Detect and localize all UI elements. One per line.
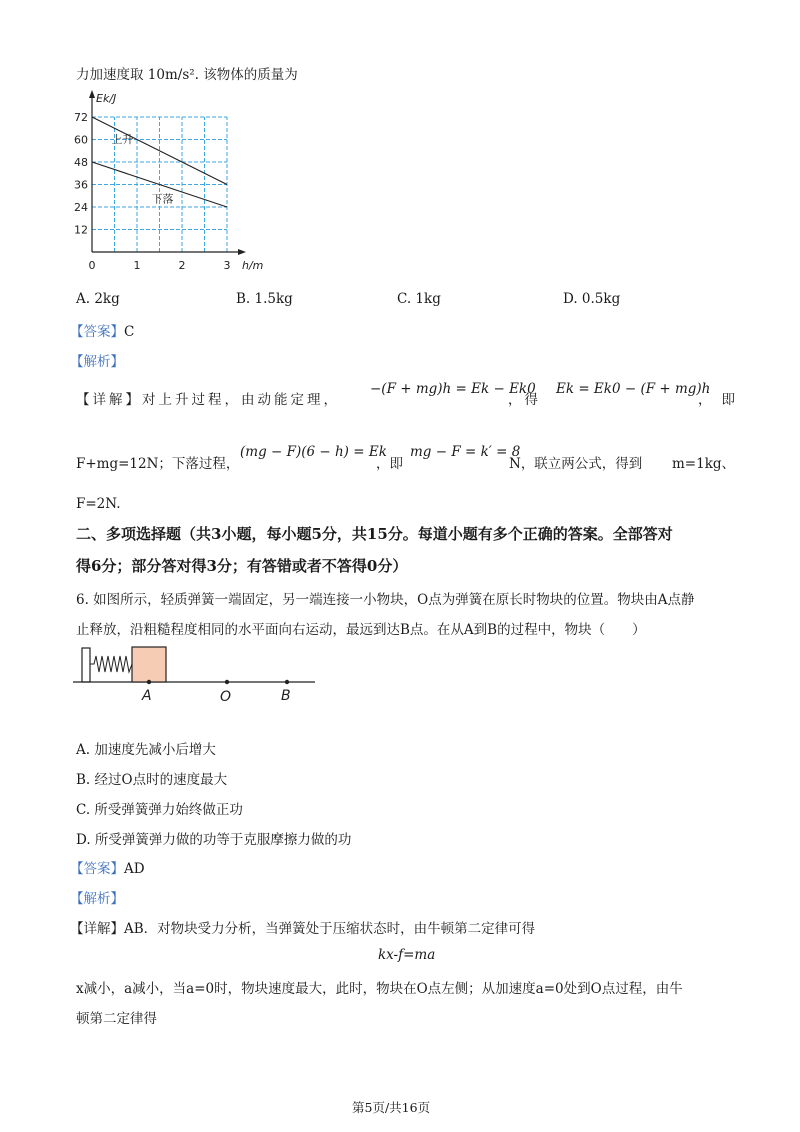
point-o-dot (225, 680, 229, 684)
chart-axes (89, 90, 246, 255)
spring (90, 656, 132, 672)
x-tick-label: 2 (178, 259, 186, 272)
series-label: 下落 (151, 192, 174, 206)
x-axis-arrow (238, 249, 246, 255)
q5-eq4: mg − F = k′ = 8 (410, 444, 521, 460)
spring-block-figure (70, 640, 330, 710)
q5-option-a: A. 2kg (76, 291, 120, 307)
intro-line: 力加速度取 10m/s². 该物体的质量为 (76, 67, 298, 83)
q5-detail-t4: F+mg=12N；下落过程， (76, 456, 240, 472)
detail-label: 【详解】 (76, 392, 142, 408)
series-line (92, 117, 227, 185)
answer-value: AD (124, 861, 145, 877)
q6-option-b: B. 经过O点时的速度最大 (76, 772, 228, 788)
q6-detail-line2: x减小，a减小，当a=0时，物块速度最大，此时，物块在O点左侧；从加速度a=0处到O点过程，由牛 (76, 981, 683, 997)
y-tick-label: 12 (74, 223, 88, 237)
ek-h-chart (70, 86, 280, 276)
q5-analysis-label: 【解析】 (70, 354, 124, 370)
y-tick-label: 72 (74, 111, 88, 124)
point-a-label: A (142, 688, 152, 704)
section2-heading-line1: 二、多项选择题（共3小题，每小题5分，共15分。每道小题有多个正确的答案。全部答对 (76, 525, 673, 543)
chart-ticks (74, 111, 231, 272)
q6-option-d: D. 所受弹簧弹力做的功等于克服摩擦力做的功 (76, 832, 352, 848)
q5-eq1: −(F + mg)h = Ek − Ek0 (370, 381, 536, 397)
wall (82, 648, 90, 682)
block (132, 647, 166, 682)
point-o-label: O (220, 689, 232, 705)
x-tick-label: 3 (223, 259, 231, 272)
q6-detail-line1: 【详解】AB．对物块受力分析，当弹簧处于压缩状态时，由牛顿第二定律可得 (70, 921, 536, 937)
y-axis-arrow (89, 90, 95, 98)
q5-answer (70, 320, 134, 340)
q5-option-c: C. 1kg (397, 291, 441, 307)
x-tick-label: 0 (88, 259, 96, 272)
chart-labels (96, 92, 263, 272)
section2-heading-line2: 得6分；部分答对得3分；有答错或者不答得0分） (76, 557, 408, 575)
q5-eq2: Ek = Ek0 − (F + mg)h (556, 381, 711, 397)
detail-text-1: 对上升过程，由动能定理， (142, 392, 340, 408)
q6-formula: kx-f=ma (378, 947, 436, 963)
y-tick-label: 24 (74, 201, 88, 214)
q5-option-b: B. 1.5kg (236, 291, 293, 307)
y-tick-label: 36 (74, 178, 88, 192)
q5-detail-t7: m=1kg、 (672, 456, 736, 472)
point-b-dot (285, 680, 289, 684)
q5-detail-line1 (76, 388, 340, 408)
q6-stem-line1: 6. 如图所示，轻质弹簧一端固定，另一端连接一小物块，O点为弹簧在原长时物块的位置。物块由A点静 (76, 592, 695, 608)
q5-detail-t2: ，得 (508, 392, 541, 408)
q6-detail-line3: 顿第二定律得 (76, 1011, 157, 1027)
q6-option-c: C. 所受弹簧弹力始终做正功 (76, 802, 243, 818)
y-axis-label: Ek/J (96, 92, 117, 105)
q5-option-d: D. 0.5kg (563, 291, 621, 307)
x-tick-label: 1 (133, 259, 141, 272)
q5-detail-t3: ，即 (698, 392, 745, 408)
answer-label: 【答案】 (70, 324, 124, 340)
q6-stem-line2: 止释放，沿粗糙程度相同的水平面向右运动，最远到达B点。在从A到B的过程中，物块（ ） (76, 622, 646, 638)
x-axis-label: h/m (242, 259, 264, 272)
q5-eq3: (mg − F)(6 − h) = Ek (240, 444, 387, 460)
q6-option-a: A. 加速度先减小后增大 (76, 742, 216, 758)
y-tick-label: 48 (74, 156, 88, 169)
point-b-label: B (281, 688, 291, 704)
q6-analysis-label: 【解析】 (70, 891, 124, 907)
y-tick-label: 60 (74, 133, 88, 147)
q5-detail-t5: ，即 (376, 456, 403, 472)
page-footer: 第5页/共16页 (352, 1100, 431, 1115)
point-a-dot (147, 680, 151, 684)
q5-detail-t6: N，联立两公式，得到 (509, 456, 643, 472)
q5-detail-t8: F=2N. (76, 496, 121, 512)
answer-label: 【答案】 (70, 861, 124, 877)
series-label: 上升 (111, 132, 134, 146)
q6-answer (70, 857, 145, 877)
answer-value: C (124, 324, 135, 340)
